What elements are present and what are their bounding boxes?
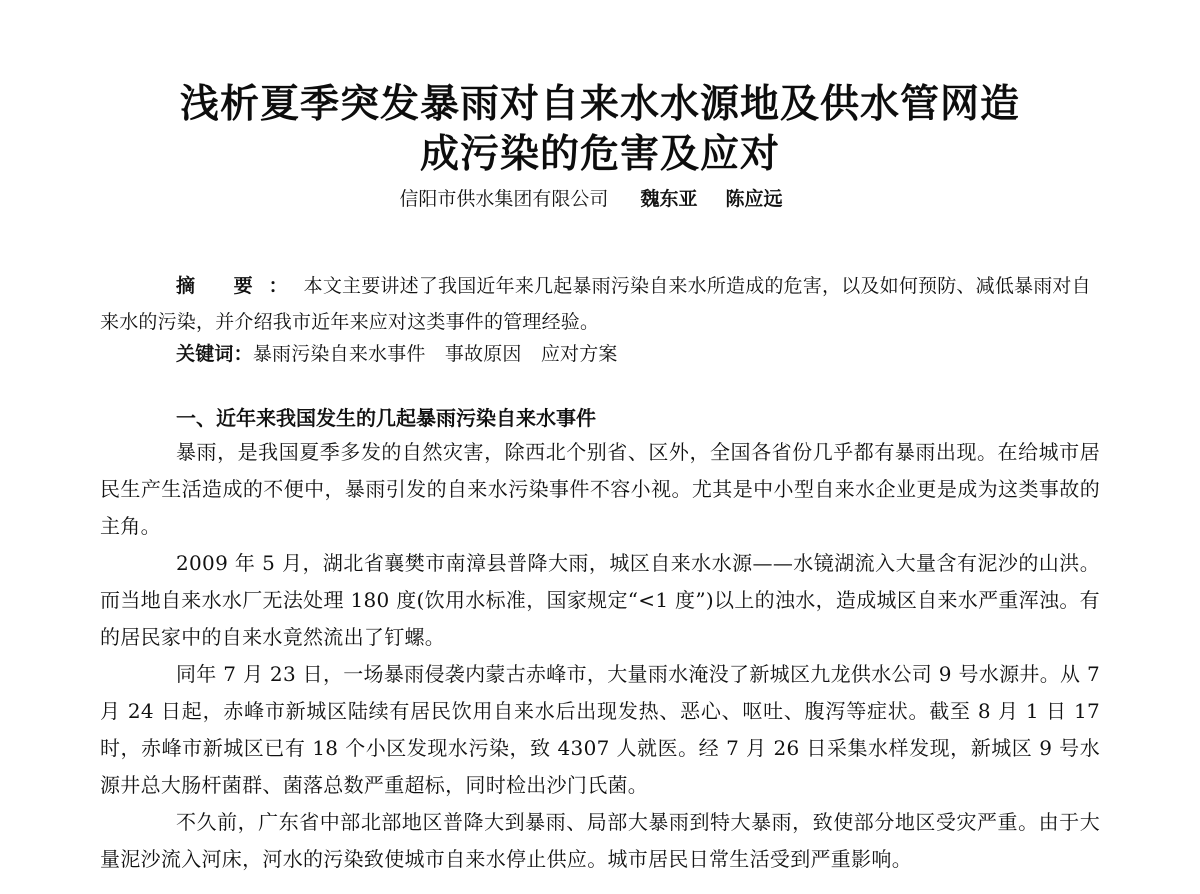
author-name: 魏东亚	[640, 188, 698, 210]
abstract	[100, 268, 1100, 340]
paper-title-line-2: 成污染的危害及应对	[419, 132, 780, 177]
keywords-label: 关键词：	[176, 343, 253, 365]
author-name: 陈应远	[725, 188, 783, 210]
keywords	[176, 336, 1100, 372]
byline	[0, 184, 1200, 214]
body-paragraph: 暴雨，是我国夏季多发的自然灾害，除西北个别省、区外，全国各省份几乎都有暴雨出现。在给城市居民生产生活造成的不便中，暴雨引发的自来水污染事件不容小视。尤其是中小型自来水企业更是成为这类事故的主角。	[100, 440, 1100, 538]
body-paragraph: 不久前，广东省中部北部地区普降大到暴雨、局部大暴雨到特大暴雨，致使部分地区受灾严重。由于大量泥沙流入河床，河水的污染致使城市自来水停止供应。城市居民日常生活受到严重影响。	[100, 810, 1100, 871]
section-heading: 一、近年来我国发生的几起暴雨污染自来水事件	[176, 406, 596, 430]
body-paragraph: 2009 年 5 月，湖北省襄樊市南漳县普降大雨，城区自来水水源——水镜湖流入大量含有泥沙的山洪。而当地自来水水厂无法处理 180 度(饮用水标准，国家规定“<1 度”)以上的浊水，造成城区自来水严重浑浊。有的居民家中的自来水竟然流出了钉螺。	[100, 551, 1100, 649]
paper-title-line-1: 浅析夏季突发暴雨对自来水水源地及供水管网造	[179, 82, 1020, 127]
section-body	[100, 434, 1100, 878]
body-paragraph: 同年 7 月 23 日，一场暴雨侵袭内蒙古赤峰市，大量雨水淹没了新城区九龙供水公司 9 号水源井。从 7 月 24 日起，赤峰市新城区陆续有居民饮用自来水后出现发热、恶心、呕吐、腹泻等症状。截至 8 月 1 日 17 时，赤峰市新城区已有 18 个小区发现水污染，致 4307 人就医。经 7 月 26 日采集水样发现，新城区 9 号水源井总大肠杆菌群、菌落总数严重超标，同时检出沙门氏菌。	[100, 662, 1100, 797]
abstract-label: 摘 要：	[176, 275, 304, 297]
abstract-text: 本文主要讲述了我国近年来几起暴雨污染自来水所造成的危害，以及如何预防、减低暴雨对自来水的污染，并介绍我市近年来应对这类事件的管理经验。	[100, 275, 1091, 333]
keywords-text: 暴雨污染自来水事件 事故原因 应对方案	[252, 343, 618, 365]
author-organization: 信阳市供水集团有限公司	[399, 188, 609, 210]
